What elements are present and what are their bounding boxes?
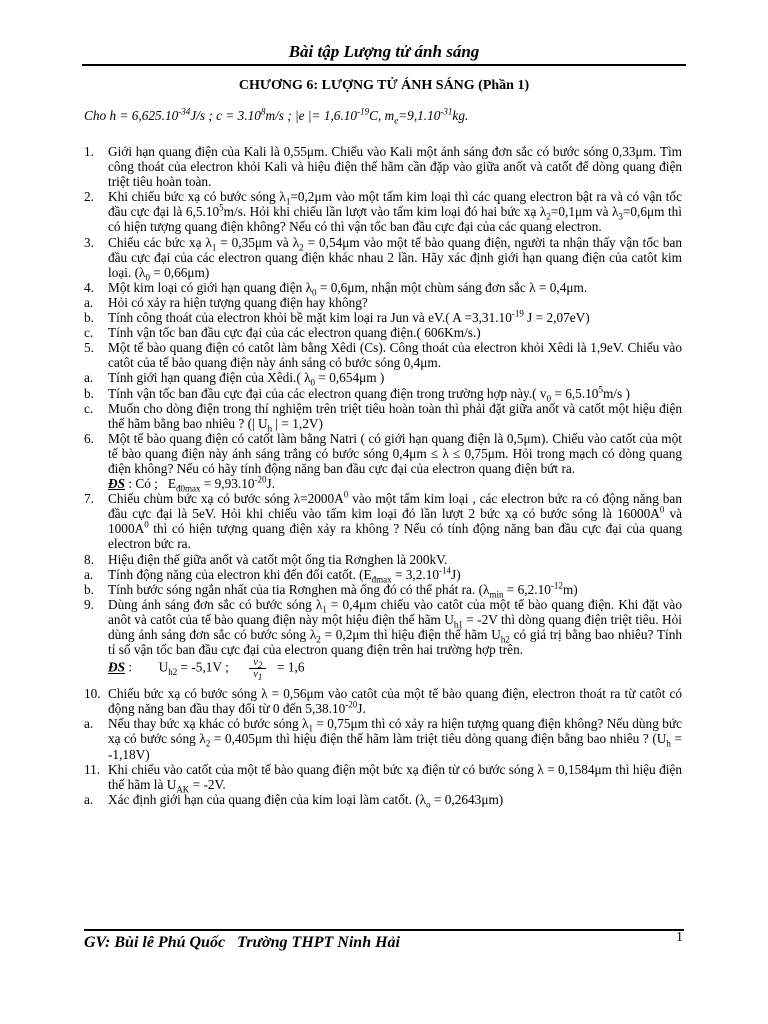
- footer-credit: [84, 934, 400, 952]
- problem-6-answer: ĐS : Có ; $E_{đ0max} = 9,93.10^{-20}J$.: [108, 474, 276, 494]
- problem-6: 6. Một tế bào quang điện có catốt làm bằng Natri ( có giới hạn quang điện là 0,5μm). Chiếu vào catốt của một tế bào quang điện này ánh sáng trắng có bước sóng 0,4μm ≤ λ ≤ 0,75μm. Hỏi trong mạch có dòng quang điện không? Nếu có hãy tính động năng ban đầu cực đại của electron quang điện bứt ra.: [84, 430, 682, 476]
- problem-5b: b. Tính vận tốc ban đầu cực đại của các electron quang điện trong trường hợp này.( $v_0 = 6,5.10^5m/s$ ): [84, 384, 630, 404]
- velocity-ratio-fraction: $\frac{v_2}{v_1}$: [249, 657, 266, 680]
- problem-10: 10. Chiếu bức xạ có bước sóng λ = 0,56μm vào catôt của một tế bào quang điện, electron thoát ra từ catôt có động năng ban đầu thay đổi từ 0 đến $5,38.10^{-20}J$.: [84, 686, 682, 717]
- problem-4: 4. Một kim loại có giới hạn quang điện $\lambda_0 = 0,6\mu m$, nhận một chùm sáng đơn sắc λ = 0,4μm.: [84, 279, 588, 298]
- footer-teacher: GV: Bùi lê Phú Quốc: [84, 934, 226, 951]
- problem-11a: a. Xác định giới hạn của quang điện của kim loại làm catốt. $(\lambda_o = 0,2643\mu m)$: [84, 791, 504, 810]
- physical-constants: Cho $h = 6,625.10^{-34}J/s$ ; $c = 3.10^8m/s$ ; |e |= $1,6.10^{-19}C$, $m_e=9,1.10^{-31}kg$.: [84, 106, 469, 126]
- problem-4a: a. Hỏi có xảy ra hiện tượng quang điện hay không?: [84, 294, 368, 310]
- problem-10a: a. Nếu thay bức xạ khác có bước sóng $\lambda_1 = 0,75\mu m$ thì có xảy ra hiện tượng quang điện không? Nếu dùng bức xạ có bước sóng $\lambda_2 = 0,405\mu m$ thì hiệu điện thế hãm làm triệt tiêu dòng quang điện bằng bao nhiêu ? $(U_h = -1,18V)$: [84, 716, 683, 762]
- header-title: Bài tập Lượng tử ánh sáng: [288, 42, 480, 61]
- problem-5c: c. Muốn cho dòng điện trong thí nghiệm trên triệt tiêu hoàn toàn thì phải đặt giữa anốt và catốt một hiệu điện thế hãm bằng bao nhiêu ? (| $U_h$ | = 1,2V): [84, 400, 682, 434]
- chapter-title: CHƯƠNG 6: LƯỢNG TỬ ÁNH SÁNG (Phần 1): [238, 78, 530, 93]
- problem-8: 8. Hiệu điện thế giữa anốt và catốt một ống tia Rơnghen là 200kV.: [84, 551, 448, 567]
- problem-9-answer: ĐS : $U_{h2} = -5,1V$ ; $\frac{v_2}{v_1}$ = 1,6: [108, 657, 305, 683]
- problem-5a: a. Tính giới hạn quang điện của Xêdi.( $\lambda_0 = 0,654\mu m$ ): [84, 370, 385, 389]
- problem-3: 3. Chiếu các bức xạ $\lambda_1 = 0,35\mu m$ và $\lambda_2 = 0,54\mu m$ vào một tế bào quang điện, người ta nhận thấy vận tốc ban đầu cực đại của các electron quang điện khác nhau 2 lần. Hãy xác định giới hạn quang điện của catôt kim loại. $(\lambda_0 = 0,66\mu m)$: [84, 234, 682, 283]
- header-divider: [82, 64, 686, 66]
- problem-11: 11. Khi chiếu vào catốt của một tế bào quang điện một bức xạ điện từ có bước sóng λ = 0,1584μm thì hiệu điện thế hãm là $U_{AK} = -2V$.: [84, 761, 682, 795]
- problem-4b: b. Tính công thoát của electron khỏi bề mặt kim loại ra Jun và eV.( $A =3,31.10^{-19}$ J = 2,07eV): [84, 308, 590, 326]
- problem-8a: a. Tính động năng của electron khi đến đối catốt. $(E_{đmax} = 3,2.10^{-14}J)$: [84, 565, 461, 585]
- page-number: 1: [676, 930, 683, 945]
- footer-school: Trường THPT Ninh Hải: [237, 934, 400, 951]
- problem-5: 5. Một tế bào quang điện có catôt làm bằng Xêdi (Cs). Công thoát của electron khỏi Xêdi là 1,9eV. Chiếu vào catôt của tế bào quang điện này ánh sáng có bước sóng 0,4μm.: [84, 340, 682, 371]
- problem-list: [84, 144, 683, 810]
- problem-4c: c. Tính vận tốc ban đầu cực đại của các electron quang điện.( 606Km/s.): [84, 325, 481, 341]
- problem-7: 7. Chiếu chùm bức xạ có bước sóng $\lambda=2000A^0$ vào một tấm kim loại , các electron bức ra có động năng ban đầu cực đại là 5eV. Hỏi khi chiếu vào tấm kim loại đó lần lượt 2 bức xạ có bước sóng là $16000A^0$ và $1000A^0$ thì có hiện tượng quang điện xảy ra không ? Nếu có tính động năng ban đầu cực đại của quang electron bức ra.: [84, 489, 682, 552]
- problem-1: 1. Giới hạn quang điện của Kali là 0,55μm. Chiếu vào Kali một ánh sáng đơn sắc có bước sóng 0,33μm. Tìm công thoát của electron khỏi Kali và hiệu điện thế hãm cần đặp vào giữa anốt và catốt để dòng quang điện triệt tiêu hoàn toàn.: [84, 144, 682, 190]
- footer-divider: [84, 929, 684, 931]
- problem-8b: b. Tính bước sóng ngắn nhất của tia Rơnghen mà ống đó có thể phát ra. $(\lambda_{min} = 6,2.10^{-12}m)$: [84, 580, 578, 600]
- problem-9: 9. Dùng ánh sáng đơn sắc có bước sóng $\lambda_1 = 0,4\mu m$ chiếu vào catôt của một tế bào quang điện. Khi đặt vào anôt và catôt của tế bào quang điện này một hiệu điện thế hãm $U_{h1} = -2V$ thì dòng quang điện triệt tiêu. Hỏi dùng ánh sáng đơn sắc có bước sóng $\lambda_2 = 0,2\mu m$ thì hiệu điện thế hãm $U_{h2}$ có giá trị bằng bao nhiêu? Tính tỉ số vận tốc ban đầu cực đại của electron quang điện trên hai trường hợp trên.: [84, 596, 682, 658]
- problem-2: 2. Khi chiếu bức xạ có bước sóng $\lambda_1=0,2\mu m$ vào một tấm kim loại thì các quang electron bật ra và có vận tốc đầu cực đại là 6,5.10$^5$m/s. Hỏi khi chiếu lần lượt vào tấm kim loại đó hai bức xạ $\lambda_2=0,1\mu m$ và $\lambda_3=0,6\mu m$ thì có hiện tượng quang điện không? Nếu có thì vận tốc ban đầu cực đại của các quang electron.: [84, 189, 682, 235]
